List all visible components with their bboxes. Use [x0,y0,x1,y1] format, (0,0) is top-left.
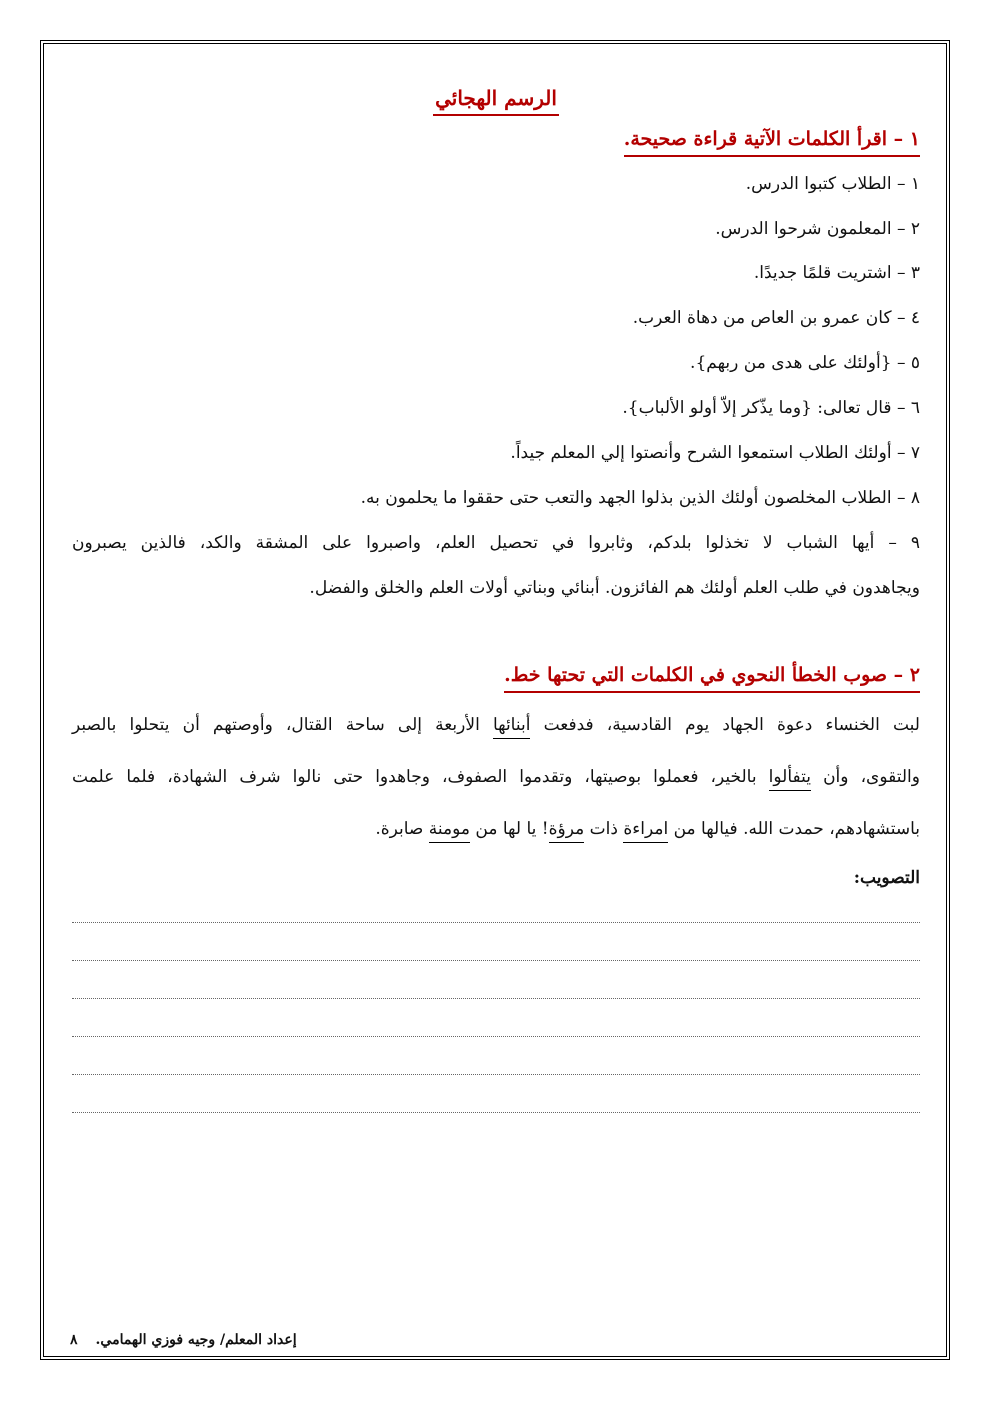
footer [70,1332,297,1348]
answer-line[interactable] [72,998,920,999]
answer-line[interactable] [72,1036,920,1037]
section1-item-6: ٦ – قال تعالى: {وما يذّكر إلاّ أولو الألباب}. [622,398,920,418]
section2-heading [504,664,920,693]
section1-item-7: ٧ – أولئك الطلاب استمعوا الشرح وأنصتوا إلي المعلم جيداً. [510,443,920,463]
answer-line[interactable] [72,960,920,961]
section2-heading-dot: . [504,664,511,686]
section1-item-3: ٣ – اشتريت قلمًا جديدًا. [753,263,920,283]
paragraph-text: الأربعة إلى ساحة القتال، وأوصتهم أن يتحلوا بالصبر [72,715,493,735]
underlined-word-imraa: امراءة [623,819,668,843]
section1-item-2: ٢ – المعلمون شرحوا الدرس. [715,219,920,239]
underlined-word-muruaa: مرؤة [549,819,585,843]
section2-paragraph-line2 [72,767,920,787]
page-number: ٨ [70,1332,78,1348]
answer-line[interactable] [72,922,920,923]
section1-item-9-line2: ويجاهدون في طلب العلم أولئك هم الفائزون. أبنائي وبناتي أولات العلم والخلق والفضل. [309,578,920,598]
section2-paragraph-line1 [72,715,920,735]
page-title-text: الرسم الهجائي [433,86,559,116]
paragraph-text: ذات [584,819,624,839]
page-border-inner [43,43,947,1357]
paragraph-text: ! يا لها من [470,819,549,839]
answer-line[interactable] [72,1112,920,1113]
section1-item-5: ٥ – {أولئك على هدى من ربهم}. [690,353,920,373]
footer-author: إعداد المعلم/ وجيه فوزي الهمامي. [95,1332,297,1348]
underlined-word-yatafaalu: يتفألوا [769,767,811,791]
correction-label: التصويب: [853,868,920,888]
underlined-word-mumina: مومنة [429,819,470,843]
section1-item-1: ١ – الطلاب كتبوا الدرس. [745,174,920,194]
answer-line[interactable] [72,1074,920,1075]
section1-item-4: ٤ – كان عمرو بن العاص من دهاة العرب. [632,308,920,328]
section1-heading-dot: . [623,128,631,150]
paragraph-text: والتقوى، وأن [811,767,920,787]
section1-item-9-line1: ٩ – أيها الشباب لا تخذلوا بلدكم، وثابروا في تحصيل العلم، واصبروا على المشقة والكد، فالذين يصبرون [72,533,920,553]
paragraph-text: باستشهادهم، حمدت الله. فيالها من [668,819,920,839]
section2-paragraph-line3 [72,819,920,839]
paragraph-text: بالخير، فعملوا بوصيتها، وتقدموا الصفوف، وجاهدوا حتى نالوا شرف الشهادة، فلما علمت [72,767,769,787]
paragraph-text: لبت الخنساء دعوة الجهاد يوم القادسية، فدفعت [530,715,920,735]
section1-heading [624,128,920,157]
paragraph-text: صابرة. [375,819,429,839]
underlined-word-abnaiha: أبنائها [493,715,531,739]
section1-item-8: ٨ – الطلاب المخلصون أولئك الذين بذلوا الجهد والتعب حتى حققوا ما يحلمون به. [360,488,920,508]
section2-heading-text: ٢ – صوب الخطأ النحوي في الكلمات التي تحتها خط [510,664,920,686]
page-title [0,86,992,116]
section1-heading-text: ١ – اقرأ الكلمات الآتية قراءة صحيحة [630,128,920,150]
